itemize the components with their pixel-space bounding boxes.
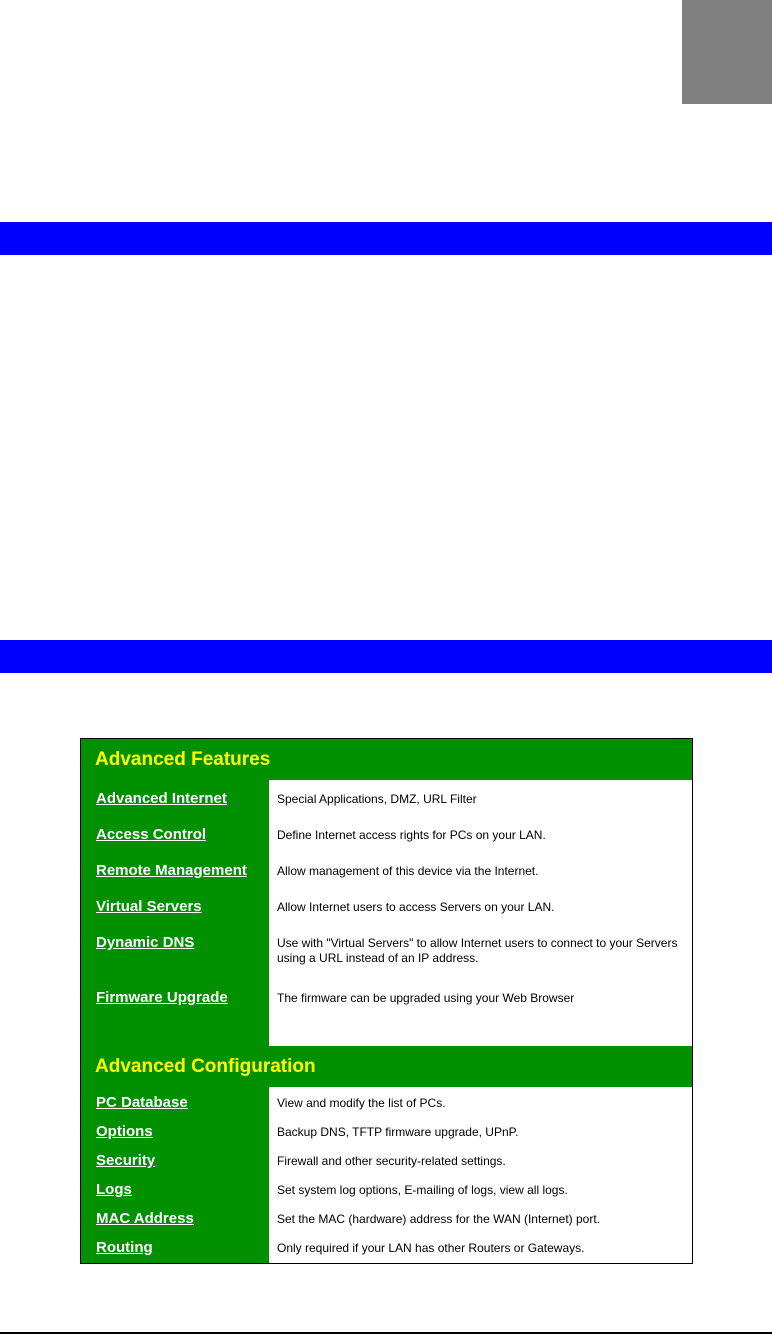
description-cell (269, 975, 692, 1046)
advanced-configuration-header: Advanced Configuration (81, 1046, 692, 1087)
routing-link[interactable]: Routing (96, 1239, 153, 1256)
mac-address-description: Set the MAC (hardware) address for the WAN (Internet) port. (277, 1212, 601, 1226)
description-cell (269, 1145, 692, 1174)
section-band-middle (0, 640, 772, 673)
remote-management-description: Allow management of this device via the Internet. (277, 864, 539, 878)
mac-address-link[interactable]: MAC Address (96, 1210, 194, 1227)
pc-database-description: View and modify the list of PCs. (277, 1096, 446, 1110)
chapter-tab (682, 0, 772, 104)
advanced-internet-description: Special Applications, DMZ, URL Filter (277, 792, 477, 806)
firmware-upgrade-link[interactable]: Firmware Upgrade (96, 989, 228, 1006)
description-cell (269, 780, 692, 816)
menu-row-options (81, 1116, 692, 1145)
description-cell (269, 1087, 692, 1116)
menu-row-virtual-servers (81, 888, 692, 924)
options-link[interactable]: Options (96, 1123, 153, 1140)
menu-row-advanced-internet (81, 780, 692, 816)
pc-database-link[interactable]: PC Database (96, 1094, 188, 1111)
advanced-menu-panel (80, 738, 693, 1264)
security-description: Firewall and other security-related settings. (277, 1154, 506, 1168)
description-cell (269, 1116, 692, 1145)
virtual-servers-description: Allow Internet users to access Servers on your LAN. (277, 900, 555, 914)
logs-link[interactable]: Logs (96, 1181, 132, 1198)
virtual-servers-link[interactable]: Virtual Servers (96, 898, 202, 915)
access-control-description: Define Internet access rights for PCs on your LAN. (277, 828, 546, 842)
firmware-upgrade-description: The firmware can be upgraded using your Web Browser (277, 991, 575, 1005)
footer-rule (0, 1332, 772, 1334)
section-band-top (0, 222, 772, 255)
routing-description: Only required if your LAN has other Routers or Gateways. (277, 1241, 585, 1255)
menu-row-firmware-upgrade (81, 975, 692, 1046)
security-link[interactable]: Security (96, 1152, 156, 1169)
menu-row-remote-management (81, 852, 692, 888)
remote-management-link[interactable]: Remote Management (96, 862, 247, 879)
menu-row-access-control (81, 816, 692, 852)
description-cell (269, 888, 692, 924)
options-description: Backup DNS, TFTP firmware upgrade, UPnP. (277, 1125, 519, 1139)
dynamic-dns-link[interactable]: Dynamic DNS (96, 934, 195, 951)
description-cell (269, 1232, 692, 1263)
menu-row-routing (81, 1232, 692, 1263)
menu-row-logs (81, 1174, 692, 1203)
description-cell (269, 816, 692, 852)
advanced-internet-link[interactable]: Advanced Internet (96, 790, 227, 807)
description-cell (269, 1203, 692, 1232)
menu-row-pc-database (81, 1087, 692, 1116)
description-cell (269, 852, 692, 888)
logs-description: Set system log options, E-mailing of logs, view all logs. (277, 1183, 568, 1197)
advanced-features-header: Advanced Features (81, 739, 692, 780)
menu-row-mac-address (81, 1203, 692, 1232)
menu-row-security (81, 1145, 692, 1174)
description-cell (269, 1174, 692, 1203)
dynamic-dns-description: Use with "Virtual Servers" to allow Internet users to connect to your Servers using a URL instead of an IP address. (277, 936, 678, 965)
access-control-link[interactable]: Access Control (96, 826, 207, 843)
